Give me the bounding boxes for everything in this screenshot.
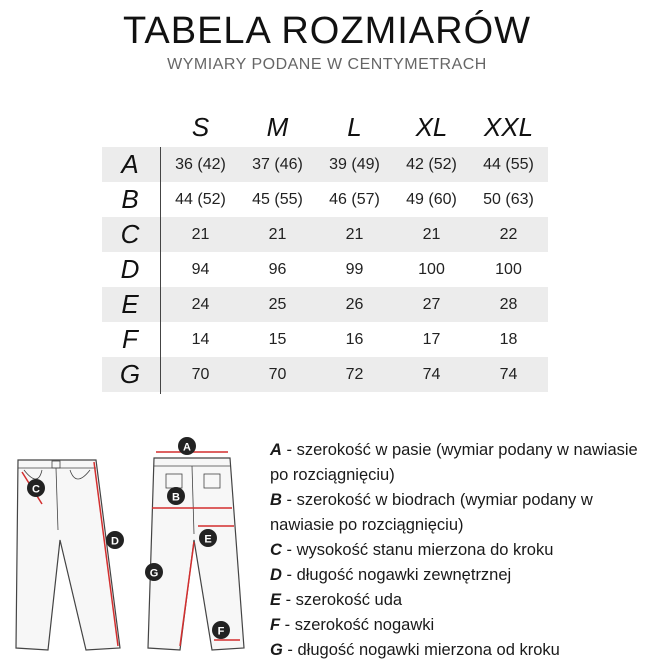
table-divider: [160, 147, 161, 394]
legend-item-a: [270, 438, 650, 488]
table-cell: 21: [345, 226, 364, 243]
legend-item-b: [270, 488, 650, 538]
row-letter: D: [120, 254, 140, 284]
table-cell: 18: [499, 331, 518, 348]
table-cell: 17: [422, 331, 441, 348]
table-cell: 49 (60): [406, 191, 457, 208]
table-cell: 96: [268, 261, 287, 278]
legend-item-f: [270, 613, 650, 638]
table-cell: 39 (49): [329, 156, 380, 173]
table-cell: 44 (55): [483, 156, 534, 173]
legend-key: D: [270, 566, 282, 584]
size-header-s: S: [191, 112, 210, 142]
legend-key: A: [270, 441, 282, 459]
measurement-legend: [270, 438, 650, 663]
table-row: [102, 357, 548, 392]
table-cell: 16: [345, 331, 364, 348]
table-row: [102, 182, 548, 217]
marker-g: [145, 563, 163, 581]
legend-item-c: [270, 538, 650, 563]
table-cell: 21: [422, 226, 441, 243]
table-cell: 100: [495, 261, 522, 278]
table-row: [102, 287, 548, 322]
legend-key: C: [270, 541, 282, 559]
table-cell: 70: [268, 366, 287, 383]
table-cell: 100: [418, 261, 445, 278]
legend-text: - szerokość w pasie (wymiar podany w nawiasie po rozciągnięciu): [270, 441, 638, 484]
table-cell: 28: [499, 296, 518, 313]
table-row: [102, 322, 548, 357]
table-cell: 74: [422, 366, 441, 383]
legend-key: F: [270, 616, 281, 634]
legend-text: - szerokość uda: [281, 591, 403, 609]
svg-text:F: F: [217, 625, 225, 638]
table-cell: 27: [422, 296, 441, 313]
legend-item-e: [270, 588, 650, 613]
table-cell: 45 (55): [252, 191, 303, 208]
table-cell: 22: [499, 226, 518, 243]
row-letter: B: [121, 184, 139, 214]
table-cell: 72: [345, 366, 364, 383]
legend-text: - wysokość stanu mierzona do kroku: [281, 541, 554, 559]
table-cell: 99: [345, 261, 364, 278]
table-cell: 14: [191, 331, 210, 348]
table-row: [102, 217, 548, 252]
size-header-xl: XL: [415, 112, 448, 142]
svg-text:A: A: [183, 441, 191, 454]
table-row: [102, 147, 548, 182]
page-title: TABELA ROZMIARÓW: [122, 10, 531, 52]
marker-c: [27, 479, 45, 497]
row-letter: F: [122, 324, 138, 354]
svg-text:D: D: [111, 535, 119, 548]
row-letter: C: [120, 219, 140, 249]
svg-text:B: B: [172, 491, 180, 504]
row-letter: E: [121, 289, 139, 319]
pants-diagram: [8, 430, 248, 658]
row-letter: G: [119, 359, 141, 389]
legend-text: - szerokość nogawki: [280, 616, 435, 634]
size-table: [102, 147, 548, 392]
legend-text: - długość nogawki zewnętrznej: [281, 566, 512, 584]
table-cell: 37 (46): [252, 156, 303, 173]
marker-f: [212, 621, 230, 639]
table-cell: 15: [268, 331, 287, 348]
table-cell: 70: [191, 366, 210, 383]
table-cell: 44 (52): [175, 191, 226, 208]
legend-text: - długość nogawki mierzona od kroku: [282, 641, 560, 659]
legend-text: - szerokość w biodrach (wymiar podany w nawiasie po rozciągnięciu): [270, 491, 593, 534]
svg-text:C: C: [32, 483, 40, 496]
table-cell: 46 (57): [329, 191, 380, 208]
row-letter: A: [121, 149, 139, 179]
page-subtitle: WYMIARY PODANE W CENTYMETRACH: [167, 56, 487, 73]
table-cell: 24: [191, 296, 210, 313]
table-cell: 36 (42): [175, 156, 226, 173]
size-header-row: [162, 112, 548, 146]
legend-key: B: [270, 491, 282, 509]
size-header-xxl: XXL: [483, 112, 534, 142]
table-cell: 50 (63): [483, 191, 534, 208]
legend-item-g: [270, 638, 650, 663]
marker-a: [178, 437, 196, 455]
pants-back-outline: [148, 458, 244, 650]
table-cell: 94: [191, 261, 210, 278]
legend-key: E: [270, 591, 282, 609]
table-cell: 26: [345, 296, 364, 313]
marker-b: [167, 487, 185, 505]
size-header-l: L: [347, 112, 362, 142]
marker-e: [199, 529, 217, 547]
size-header-m: M: [266, 112, 289, 142]
svg-text:G: G: [149, 567, 159, 580]
marker-d: [106, 531, 124, 549]
legend-key: G: [270, 641, 283, 659]
table-cell: 21: [268, 226, 287, 243]
table-cell: 25: [268, 296, 287, 313]
table-cell: 42 (52): [406, 156, 457, 173]
table-cell: 74: [499, 366, 518, 383]
table-cell: 21: [191, 226, 210, 243]
legend-item-d: [270, 563, 650, 588]
svg-text:E: E: [204, 533, 212, 546]
table-row: [102, 252, 548, 287]
